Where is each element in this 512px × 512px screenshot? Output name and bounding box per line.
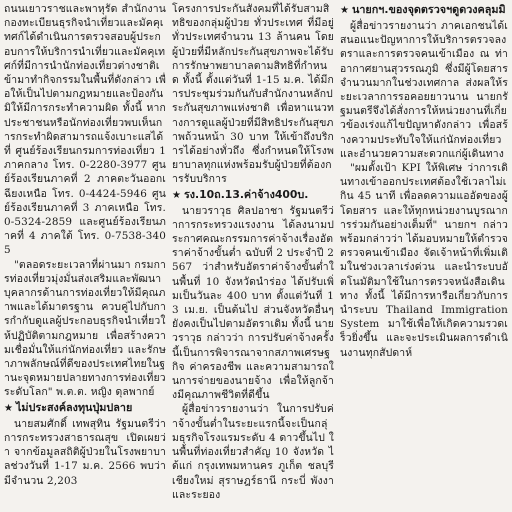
- article-paragraph: นายสมศักดิ์ เทพสุทิน รัฐมนตรีว่าการกระทรวงสาธารณสุข เปิดเผยว่า จากข้อมูลสถิติผู้ป่วยในโรงพยาบาลช่วงวันที่ 1-17 ม.ค. 2566 พบว่ามีจำนวน 2,203: [4, 417, 166, 487]
- section-heading-text: นายกฯ.ของจุดตรวจฯดูดวงคลุมมิ: [351, 3, 506, 16]
- section-heading-text: รง.10ถ.13.ค่าจ้าง400บ.: [183, 187, 309, 201]
- section-heading-text: ไม่ประสงค์ลงทุนปุ่มปลาย: [15, 400, 133, 414]
- star-bullet-icon: ★: [172, 189, 181, 201]
- article-paragraph: "ผมตั้งเป้า KPI ให้พิเศษ ว่าการเดินทางเข้าออกประเทศต้องใช้เวลาไม่เกิน 45 นาที เพื่อลดความแออัดของผู้โดยสาร และให้ทุกหน่วยงานบูรณาการร่วมกันอย่างเต็มที่" นายกฯ กล่าว พร้อมกล่าวว่า ได้มอบหมายให้ตำรวจตรวจคนเข้าเมือง จัดเจ้าหน้าที่เพิ่มเติมในช่วงเวลาเร่งด่วน และนำระบบอัตโนมัติมาใช้ในการตรวจหนังสือเดินทาง ทั้งนี้ ได้มีการหารือเกี่ยวกับการนำระบบ Thailand Immigration System มาใช้เพื่อให้เกิดความรวดเร็วยิ่งขึ้น และจะประเมินผลการดำเนินงานทุกสัปดาห์: [340, 162, 508, 359]
- star-bullet-icon: ★: [4, 402, 13, 414]
- article-paragraph: ถนนเยาวราชและพาหุรัด สำนักงานกองทะเบียนธุรกิจนำเที่ยวและมัคคุเทศก์ได้ดำเนินการตรวจสอบผู้ประกอบการให้บริการนำเที่ยวและมัคคุเทศก์ที่มีการนำนักท่องเที่ยวต่างชาติเข้ามาทำกิจกรรมในพื้นที่ดังกล่าว เพื่อให้เป็นไปตามกฎหมายและป้องกันมิให้มีการกระทำความผิด ทั้งนี้ หากประชาชนหรือนักท่องเที่ยวพบเห็นการกระทำผิดสามารถแจ้งเบาะแสได้ที่ ศูนย์ร้องเรียนกรมการท่องเที่ยว 1 ภาคกลาง โทร. 0-2280-3977 ศูนย์ร้องเรียนภาคที่ 2 ภาคตะวันออกเฉียงเหนือ โทร. 0-4424-5946 ศูนย์ร้องเรียนภาคที่ 3 ภาคเหนือ โทร. 0-5324-2859 และศูนย์ร้องเรียนภาคที่ 4 ภาคใต้ โทร. 0-7538-3405: [4, 3, 166, 257]
- article-paragraph: ผู้สื่อข่าวรายงานว่า ภาคเอกชนได้เสนอแนะปัญหาการให้บริการตรวจลงตราและการตรวจคนเข้าเมือง ณ ท่าอากาศยานสุวรรณภูมิ ซึ่งมีผู้โดยสารจำนวนมากในช่วงเทศกาล ส่งผลให้ระยะเวลาการรอคอยยาวนาน นายกรัฐมนตรีจึงได้สั่งการให้หน่วยงานที่เกี่ยวข้องเร่งแก้ไขปัญหาดังกล่าว เพื่อสร้างความประทับใจให้แก่นักท่องเที่ยวและอำนวยความสะดวกแก่ผู้เดินทาง: [340, 20, 508, 160]
- article-paragraph: โครงการประกันสังคมที่ได้รับสามสิทธิของกลุ่มผู้ป่วย ทั่วประเทศ ที่มีอยู่ทั่วประเทศจำนวน 13 ล้านคน โดยผู้ป่วยที่มีหลักประกันสุขภาพจะได้รับการรักษาพยาบาลตามสิทธิที่กำหนด ทั้งนี้ ตั้งแต่วันที่ 1-15 ม.ค. ได้มีการประชุมร่วมกันกับสำนักงานหลักประกันสุขภาพแห่งชาติ เพื่อหาแนวทางการดูแลผู้ป่วยที่มีสิทธิประกันสุขภาพถ้วนหน้า 30 บาท ให้เข้าถึงบริการได้อย่างทั่วถึง ซึ่งกำหนดให้โรงพยาบาลทุกแห่งพร้อมรับผู้ป่วยที่ต้องการรับบริการ: [172, 3, 334, 186]
- star-bullet-icon: ★: [340, 5, 349, 16]
- article-paragraph: นายวราวุธ ศิลปอาชา รัฐมนตรีว่าการกระทรวงแรงงาน ได้ลงนามประกาศคณะกรรมการค่าจ้างเรื่องอัตราค่าจ้างขั้นต่ำ ฉบับที่ 2 ประจำปี 2567 ว่าสำหรับอัตราค่าจ้างขั้นต่ำในพื้นที่ 10 จังหวัดนำร่อง ได้ปรับเพิ่มเป็นวันละ 400 บาท ตั้งแต่วันที่ 13 เม.ย. เป็นต้นไป ส่วนจังหวัดอื่นๆ ยังคงเป็นไปตามอัตราเดิม ทั้งนี้ นายวราวุธ กล่าวว่า การปรับค่าจ้างครั้งนี้เป็นการพิจารณาจากสภาพเศรษฐกิจ ค่าครองชีพ และความสามารถในการจ่ายของนายจ้าง เพื่อให้ลูกจ้างมีคุณภาพชีวิตที่ดีขึ้น: [172, 204, 334, 402]
- column-2: [172, 0, 334, 512]
- section-heading: [4, 401, 166, 416]
- column-1: [4, 0, 166, 512]
- article-paragraph: "ตลอดระยะเวลาที่ผ่านมา กรมการท่องเที่ยวมุ่งมั่นส่งเสริมและพัฒนาบุคลากรด้านการท่องเที่ยวให้มีคุณภาพและได้มาตรฐาน ควบคู่ไปกับการกำกับดูแลผู้ประกอบธุรกิจนำเที่ยวให้ปฏิบัติตามกฎหมาย เพื่อสร้างความเชื่อมั่นให้แก่นักท่องเที่ยว และรักษาภาพลักษณ์ที่ดีของประเทศไทยในฐานะจุดหมายปลายทางการท่องเที่ยวระดับโลก" พ.ต.ต. หญิง ดุลพากย์: [4, 258, 166, 399]
- section-heading: [340, 3, 508, 18]
- section-heading: [172, 188, 334, 203]
- article-paragraph: ผู้สื่อข่าวรายงานว่า ในการปรับค่าจ้างขั้นต่ำในระยะแรกนี้จะเป็นกลุ่มธุรกิจโรงแรมระดับ 4 ดาวขึ้นไป ในพื้นที่ท่องเที่ยวสำคัญ 10 จังหวัด ได้แก่ กรุงเทพมหานคร ภูเก็ต ชลบุรี เชียงใหม่ สุราษฎร์ธานี กระบี่ พังงา และระยอง: [172, 403, 334, 501]
- column-3: [340, 0, 508, 512]
